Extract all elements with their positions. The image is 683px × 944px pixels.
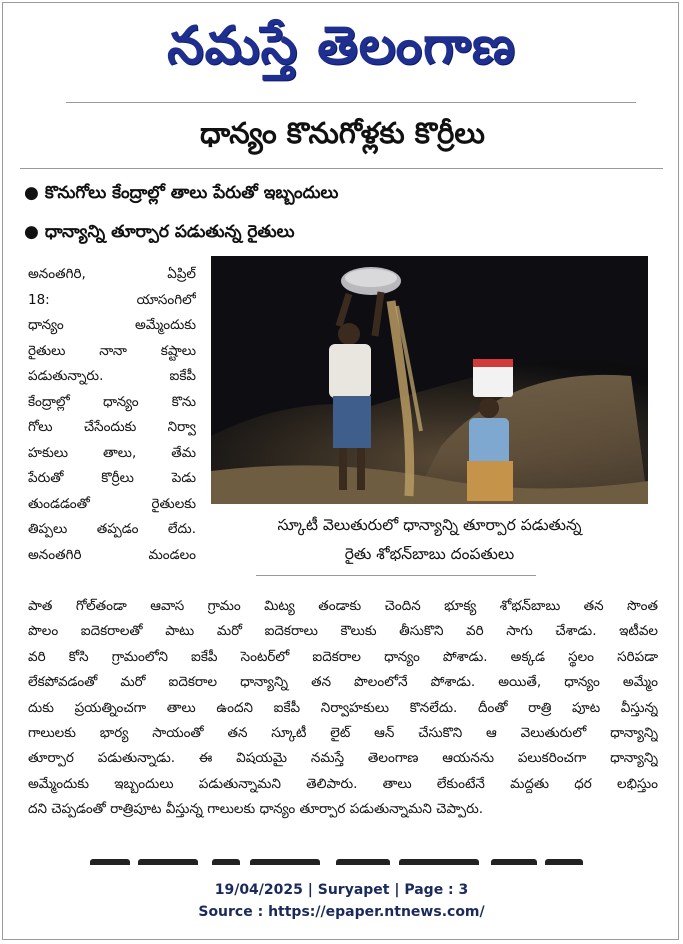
body-line: తిప్పలు తప్పడం లేదు. xyxy=(28,521,196,537)
next-headline-cutoff xyxy=(90,856,590,865)
body-line: అనంతగిరి మండలం xyxy=(28,546,196,563)
headline-divider xyxy=(20,168,663,169)
body-line: అమ్మేందుకు ఇబ్బందులు పడుతున్నామని తెలిపారు. తాలు లేకుంటేనే మద్దతు ధర లభిస్తుం xyxy=(28,775,658,792)
body-line: 18: యాసంగిలో xyxy=(28,291,196,308)
photo-caption xyxy=(211,511,648,569)
body-line: రైతులు నానా కష్టాలు xyxy=(28,342,196,359)
subheading-bullet-1 xyxy=(24,180,338,206)
body-line: తూర్పార పడుతున్నాడు. ఈ విషయమై నమస్తే తెలంగాణ ఆయనను పలుకరించగా ధాన్యాన్ని xyxy=(28,750,658,767)
body-line: దని చెప్పడంతో రాత్రిపూట వీస్తున్న గాలులకు ధాన్యం తూర్పార పడుతున్నామని చెప్పారు. xyxy=(28,801,484,818)
body-line: కేంద్రాల్లో ధాన్యం కొను xyxy=(28,393,196,410)
top-divider xyxy=(66,102,636,103)
subheading-bullet-2 xyxy=(24,219,295,245)
farmers-winnowing-illustration xyxy=(211,256,648,504)
bullet-icon: ● xyxy=(24,183,39,203)
body-line: గోలు చేసేందుకు నిర్వా xyxy=(28,419,196,435)
footer-source: Source : https://epaper.ntnews.com/ xyxy=(198,904,485,920)
article-headline: ధాన్యం కొనుగోళ్లకు కొర్రీలు xyxy=(200,116,485,150)
photo-caption-line: స్కూటీ వెలుతురులో ధాన్యాన్ని తూర్పార పడుతున్న xyxy=(277,516,582,534)
body-line: దుకు ప్రయత్నించగా తాలు ఉందని ఐకేపీ నిర్వాహకులు కొనలేదు. దీంతో రాత్రి పూట వీస్తున్న xyxy=(28,699,658,716)
photo-caption-line: రైతు శోభన్‌బాబు దంపతులు xyxy=(344,545,515,563)
subheading-text: ధాన్యాన్ని తూర్పార పడుతున్న రైతులు xyxy=(44,222,295,242)
masthead-logo: నమస్తే తెలంగాణ xyxy=(167,16,516,76)
body-line: పాత గోల్‌తండా ఆవాస గ్రామం మిట్య తండాకు చెందిన భూక్య శోభన్‌బాబు తన సొంత xyxy=(28,598,658,614)
body-line: పడుతున్నారు. ఐకేపీ xyxy=(28,368,196,384)
body-line: లేకపోవడంతో మరో ఐదెకరాల ధాన్యాన్ని తన పొలంలోనే పోశాడు. అయితే, ధాన్యం అమ్మేం xyxy=(28,674,658,691)
news-photo xyxy=(211,256,648,504)
article-body-column xyxy=(28,262,196,568)
body-line: హకులు తాలు, తేమ xyxy=(28,444,196,461)
body-line: ధాన్యం అమ్మేందుకు xyxy=(28,317,196,333)
caption-divider xyxy=(256,575,536,576)
body-line: పేరుతో కొర్రీలు పెడు xyxy=(28,470,196,486)
footer-edition-info: 19/04/2025 | Suryapet | Page : 3 xyxy=(214,882,469,898)
body-line: గాలులకు భార్య సాయంతో తన స్కూటీ లైట్ ఆన్ చేసుకొని ఆ వెలుతురులో ధాన్యాన్ని xyxy=(28,724,658,741)
body-line: తుండడంతో రైతులకు xyxy=(28,495,196,512)
body-line: అనంతగిరి, ఏప్రిల్ xyxy=(28,266,196,282)
article-body-full xyxy=(28,594,658,823)
body-line: వరి కోసి గ్రామంలోని ఐకేపీ సెంటర్‌లో ఐదెకరాల ధాన్యం పోశాడు. అక్కడ స్థలం సరిపడా xyxy=(28,648,658,665)
bullet-icon: ● xyxy=(24,222,39,242)
body-line: పొలం ఐదెకరాలతో పాటు మరో ఐదెకరాలు కౌలుకు తీసుకొని వరి సాగు చేశాడు. ఇటీవల xyxy=(28,623,658,640)
subheading-text: కొనుగోలు కేంద్రాల్లో తాలు పేరుతో ఇబ్బందులు xyxy=(44,183,339,203)
